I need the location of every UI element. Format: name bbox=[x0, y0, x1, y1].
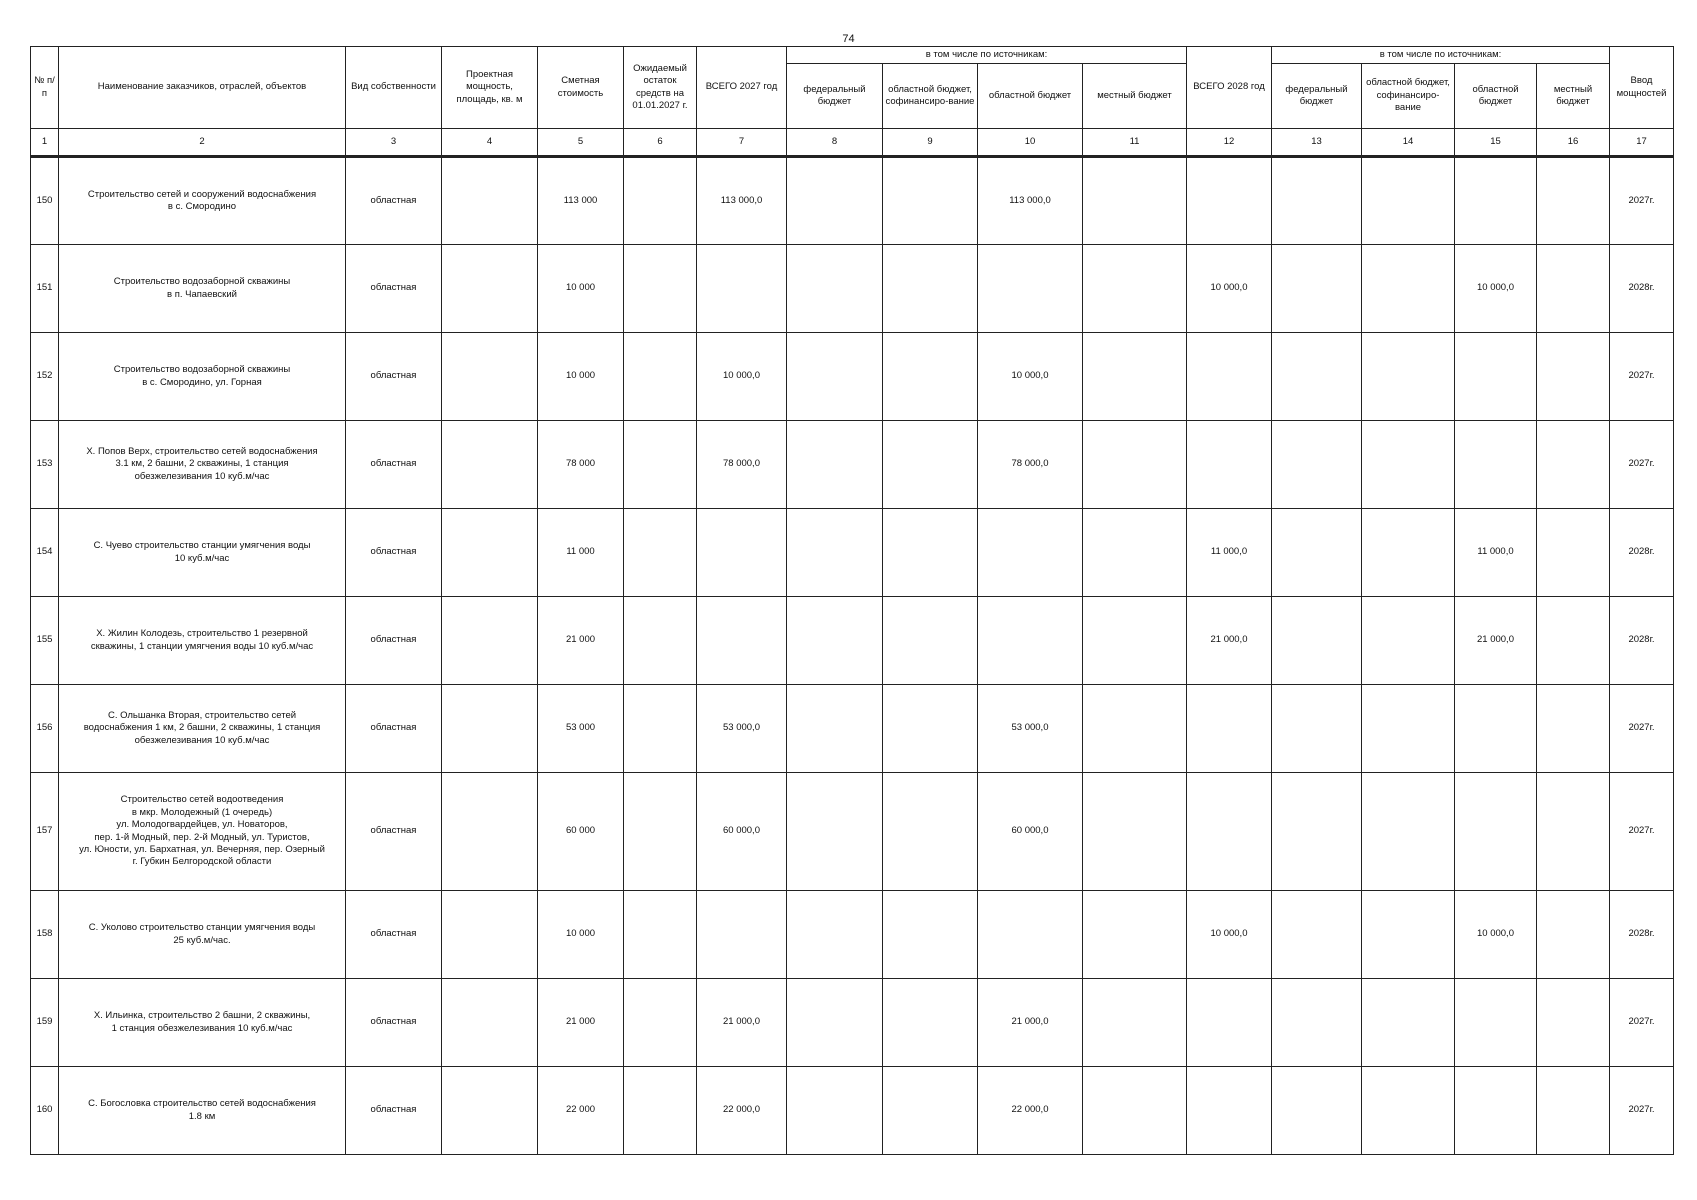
local-2028 bbox=[1537, 979, 1610, 1067]
project-capacity bbox=[442, 509, 538, 597]
object-name bbox=[59, 979, 346, 1067]
table-row bbox=[31, 421, 1674, 509]
column-number: 13 bbox=[1272, 129, 1362, 157]
table-row bbox=[31, 509, 1674, 597]
header-name: Наименование заказчиков, отраслей, объектов bbox=[59, 47, 346, 129]
object-name bbox=[59, 685, 346, 773]
oblast-2027 bbox=[978, 891, 1083, 979]
federal-2027 bbox=[787, 157, 883, 245]
oblast-2027: 113 000,0 bbox=[978, 157, 1083, 245]
expected-balance bbox=[624, 979, 697, 1067]
header-oblast-cofin-2028: областной бюджет, софинансиро-вание bbox=[1362, 64, 1455, 129]
estimated-cost: 113 000 bbox=[538, 157, 624, 245]
table-row bbox=[31, 333, 1674, 421]
expected-balance bbox=[624, 245, 697, 333]
federal-2027 bbox=[787, 333, 883, 421]
oblast-2028: 10 000,0 bbox=[1455, 245, 1537, 333]
header-number: № п/п bbox=[31, 47, 59, 129]
federal-2027 bbox=[787, 245, 883, 333]
object-name bbox=[59, 157, 346, 245]
row-number: 153 bbox=[31, 421, 59, 509]
oblast-cofin-2027 bbox=[883, 421, 978, 509]
total-2028: 21 000,0 bbox=[1187, 597, 1272, 685]
object-name-line: водоснабжения 1 км, 2 башни, 2 скважины, 1 станция bbox=[83, 722, 321, 734]
federal-2028 bbox=[1272, 421, 1362, 509]
project-capacity bbox=[442, 979, 538, 1067]
local-2027 bbox=[1083, 157, 1187, 245]
local-2028 bbox=[1537, 773, 1610, 891]
estimated-cost: 10 000 bbox=[538, 245, 624, 333]
object-name-line: Х. Ильинка, строительство 2 башни, 2 скважины, bbox=[93, 1010, 311, 1022]
object-name-line: в с. Смородино, ул. Горная bbox=[142, 376, 262, 388]
federal-2028 bbox=[1272, 685, 1362, 773]
object-name-line: пер. 1-й Модный, пер. 2-й Модный, ул. Туристов, bbox=[94, 831, 310, 843]
total-2027: 78 000,0 bbox=[697, 421, 787, 509]
oblast-cofin-2028 bbox=[1362, 773, 1455, 891]
total-2027: 10 000,0 bbox=[697, 333, 787, 421]
object-name-line: С. Уколово строительство станции умягчения воды bbox=[88, 922, 316, 934]
object-name-line: Строительство сетей и сооружений водоснабжения bbox=[87, 188, 317, 200]
local-2027 bbox=[1083, 509, 1187, 597]
total-2028 bbox=[1187, 979, 1272, 1067]
oblast-cofin-2028 bbox=[1362, 685, 1455, 773]
ownership-type: областная bbox=[346, 157, 442, 245]
ownership-type: областная bbox=[346, 979, 442, 1067]
oblast-2028 bbox=[1455, 421, 1537, 509]
row-number: 159 bbox=[31, 979, 59, 1067]
column-number: 5 bbox=[538, 129, 624, 157]
ownership-type: областная bbox=[346, 685, 442, 773]
table-row bbox=[31, 1067, 1674, 1155]
ownership-type: областная bbox=[346, 891, 442, 979]
oblast-2027: 78 000,0 bbox=[978, 421, 1083, 509]
local-2028 bbox=[1537, 509, 1610, 597]
table-header bbox=[31, 47, 1674, 157]
commissioning-year: 2027г. bbox=[1610, 1067, 1674, 1155]
row-number: 158 bbox=[31, 891, 59, 979]
ownership-type: областная bbox=[346, 773, 442, 891]
header-federal-2028: федеральный бюджет bbox=[1272, 64, 1362, 129]
project-capacity bbox=[442, 597, 538, 685]
column-number: 16 bbox=[1537, 129, 1610, 157]
table-row bbox=[31, 773, 1674, 891]
header-commissioning: Ввод мощностей bbox=[1610, 47, 1674, 129]
estimated-cost: 11 000 bbox=[538, 509, 624, 597]
total-2028: 11 000,0 bbox=[1187, 509, 1272, 597]
federal-2028 bbox=[1272, 773, 1362, 891]
total-2028 bbox=[1187, 773, 1272, 891]
federal-2027 bbox=[787, 979, 883, 1067]
row-number: 152 bbox=[31, 333, 59, 421]
expected-balance bbox=[624, 1067, 697, 1155]
local-2028 bbox=[1537, 597, 1610, 685]
oblast-2028 bbox=[1455, 157, 1537, 245]
total-2027 bbox=[697, 891, 787, 979]
local-2027 bbox=[1083, 773, 1187, 891]
estimated-cost: 21 000 bbox=[538, 979, 624, 1067]
local-2027 bbox=[1083, 979, 1187, 1067]
object-name-line: 10 куб.м/час bbox=[174, 552, 230, 564]
oblast-2028 bbox=[1455, 773, 1537, 891]
project-capacity bbox=[442, 685, 538, 773]
column-number: 12 bbox=[1187, 129, 1272, 157]
project-capacity bbox=[442, 891, 538, 979]
column-numbers-row bbox=[31, 129, 1674, 157]
header-federal-2027: федеральный бюджет bbox=[787, 64, 883, 129]
object-name-line: Строительство водозаборной скважины bbox=[113, 364, 291, 376]
header-total-2028: ВСЕГО 2028 год bbox=[1187, 47, 1272, 129]
oblast-2027 bbox=[978, 597, 1083, 685]
total-2027 bbox=[697, 509, 787, 597]
expected-balance bbox=[624, 685, 697, 773]
total-2027 bbox=[697, 597, 787, 685]
header-local-2028: местный бюджет bbox=[1537, 64, 1610, 129]
expected-balance bbox=[624, 157, 697, 245]
column-number: 7 bbox=[697, 129, 787, 157]
row-number: 150 bbox=[31, 157, 59, 245]
oblast-cofin-2027 bbox=[883, 509, 978, 597]
oblast-cofin-2028 bbox=[1362, 157, 1455, 245]
column-number: 14 bbox=[1362, 129, 1455, 157]
local-2028 bbox=[1537, 157, 1610, 245]
total-2027 bbox=[697, 245, 787, 333]
expected-balance bbox=[624, 597, 697, 685]
header-expected-balance: Ожидаемый остаток средств на 01.01.2027 г. bbox=[624, 47, 697, 129]
header-total-2027: ВСЕГО 2027 год bbox=[697, 47, 787, 129]
oblast-cofin-2028 bbox=[1362, 333, 1455, 421]
commissioning-year: 2027г. bbox=[1610, 685, 1674, 773]
oblast-cofin-2028 bbox=[1362, 421, 1455, 509]
table-row bbox=[31, 157, 1674, 245]
oblast-cofin-2027 bbox=[883, 773, 978, 891]
local-2027 bbox=[1083, 685, 1187, 773]
column-number: 10 bbox=[978, 129, 1083, 157]
header-oblast-2027: областной бюджет bbox=[978, 64, 1083, 129]
object-name bbox=[59, 597, 346, 685]
oblast-2027: 22 000,0 bbox=[978, 1067, 1083, 1155]
object-name-line: Строительство сетей водоотведения bbox=[120, 794, 284, 806]
object-name bbox=[59, 891, 346, 979]
table-row bbox=[31, 891, 1674, 979]
commissioning-year: 2028г. bbox=[1610, 509, 1674, 597]
ownership-type: областная bbox=[346, 333, 442, 421]
header-capacity: Проектная мощность, площадь, кв. м bbox=[442, 47, 538, 129]
expected-balance bbox=[624, 509, 697, 597]
investment-table bbox=[30, 46, 1674, 1155]
commissioning-year: 2027г. bbox=[1610, 333, 1674, 421]
oblast-cofin-2028 bbox=[1362, 1067, 1455, 1155]
header-group-2027: в том числе по источникам: bbox=[787, 47, 1187, 64]
oblast-cofin-2028 bbox=[1362, 509, 1455, 597]
oblast-2028 bbox=[1455, 333, 1537, 421]
object-name-line: 3.1 км, 2 башни, 2 скважины, 1 станция bbox=[115, 458, 289, 470]
expected-balance bbox=[624, 891, 697, 979]
total-2028 bbox=[1187, 1067, 1272, 1155]
commissioning-year: 2027г. bbox=[1610, 157, 1674, 245]
row-number: 151 bbox=[31, 245, 59, 333]
expected-balance bbox=[624, 333, 697, 421]
total-2027: 22 000,0 bbox=[697, 1067, 787, 1155]
table-row bbox=[31, 979, 1674, 1067]
object-name-line: скважины, 1 станции умягчения воды 10 куб.м/час bbox=[90, 640, 314, 652]
commissioning-year: 2028г. bbox=[1610, 891, 1674, 979]
project-capacity bbox=[442, 157, 538, 245]
total-2027: 53 000,0 bbox=[697, 685, 787, 773]
oblast-cofin-2028 bbox=[1362, 597, 1455, 685]
local-2028 bbox=[1537, 685, 1610, 773]
column-number: 9 bbox=[883, 129, 978, 157]
header-estimated-cost: Сметная стоимость bbox=[538, 47, 624, 129]
oblast-cofin-2027 bbox=[883, 979, 978, 1067]
header-local-2027: местный бюджет bbox=[1083, 64, 1187, 129]
object-name-line: С. Богословка строительство сетей водоснабжения bbox=[88, 1098, 316, 1110]
object-name-line: в п. Чапаевский bbox=[167, 288, 237, 300]
oblast-cofin-2027 bbox=[883, 1067, 978, 1155]
object-name-line: 1 станция обезжелезивания 10 куб.м/час bbox=[111, 1022, 293, 1034]
total-2028 bbox=[1187, 685, 1272, 773]
row-number: 154 bbox=[31, 509, 59, 597]
object-name-line: С. Ольшанка Вторая, строительство сетей bbox=[107, 709, 297, 721]
commissioning-year: 2028г. bbox=[1610, 245, 1674, 333]
page-number: 74 bbox=[842, 33, 855, 45]
federal-2028 bbox=[1272, 333, 1362, 421]
federal-2027 bbox=[787, 509, 883, 597]
oblast-cofin-2027 bbox=[883, 245, 978, 333]
total-2028 bbox=[1187, 421, 1272, 509]
commissioning-year: 2027г. bbox=[1610, 773, 1674, 891]
table-row bbox=[31, 245, 1674, 333]
federal-2028 bbox=[1272, 245, 1362, 333]
object-name-line: 25 куб.м/час. bbox=[173, 934, 231, 946]
total-2028: 10 000,0 bbox=[1187, 891, 1272, 979]
federal-2028 bbox=[1272, 891, 1362, 979]
total-2027: 21 000,0 bbox=[697, 979, 787, 1067]
federal-2027 bbox=[787, 597, 883, 685]
column-number: 1 bbox=[31, 129, 59, 157]
table-row bbox=[31, 597, 1674, 685]
object-name-line: Строительство водозаборной скважины bbox=[113, 276, 291, 288]
estimated-cost: 21 000 bbox=[538, 597, 624, 685]
ownership-type: областная bbox=[346, 421, 442, 509]
federal-2027 bbox=[787, 685, 883, 773]
local-2027 bbox=[1083, 891, 1187, 979]
oblast-2028 bbox=[1455, 979, 1537, 1067]
row-number: 160 bbox=[31, 1067, 59, 1155]
oblast-2028 bbox=[1455, 1067, 1537, 1155]
estimated-cost: 10 000 bbox=[538, 333, 624, 421]
federal-2028 bbox=[1272, 979, 1362, 1067]
oblast-cofin-2027 bbox=[883, 685, 978, 773]
object-name-line: Х. Попов Верх, строительство сетей водоснабжения bbox=[86, 445, 318, 457]
project-capacity bbox=[442, 1067, 538, 1155]
commissioning-year: 2027г. bbox=[1610, 979, 1674, 1067]
object-name bbox=[59, 1067, 346, 1155]
local-2028 bbox=[1537, 333, 1610, 421]
estimated-cost: 10 000 bbox=[538, 891, 624, 979]
project-capacity bbox=[442, 245, 538, 333]
table-row bbox=[31, 685, 1674, 773]
table-body bbox=[31, 157, 1674, 1155]
oblast-2027: 53 000,0 bbox=[978, 685, 1083, 773]
federal-2028 bbox=[1272, 509, 1362, 597]
local-2028 bbox=[1537, 245, 1610, 333]
project-capacity bbox=[442, 333, 538, 421]
header-oblast-2028: областной бюджет bbox=[1455, 64, 1537, 129]
oblast-cofin-2027 bbox=[883, 157, 978, 245]
local-2027 bbox=[1083, 245, 1187, 333]
column-number: 8 bbox=[787, 129, 883, 157]
object-name-line: С. Чуево строительство станции умягчения воды bbox=[93, 540, 311, 552]
ownership-type: областная bbox=[346, 597, 442, 685]
object-name bbox=[59, 245, 346, 333]
object-name-line: ул. Молодогвардейцев, ул. Новаторов, bbox=[116, 819, 288, 831]
expected-balance bbox=[624, 421, 697, 509]
oblast-cofin-2027 bbox=[883, 597, 978, 685]
federal-2027 bbox=[787, 1067, 883, 1155]
total-2027: 113 000,0 bbox=[697, 157, 787, 245]
row-number: 155 bbox=[31, 597, 59, 685]
oblast-cofin-2027 bbox=[883, 333, 978, 421]
header-oblast-cofin-2027: областной бюджет, софинансиро-вание bbox=[883, 64, 978, 129]
ownership-type: областная bbox=[346, 245, 442, 333]
column-number: 11 bbox=[1083, 129, 1187, 157]
commissioning-year: 2027г. bbox=[1610, 421, 1674, 509]
local-2027 bbox=[1083, 1067, 1187, 1155]
federal-2028 bbox=[1272, 157, 1362, 245]
local-2028 bbox=[1537, 1067, 1610, 1155]
oblast-2027: 21 000,0 bbox=[978, 979, 1083, 1067]
oblast-2027 bbox=[978, 245, 1083, 333]
object-name-line: обезжелезивания 10 куб.м/час bbox=[134, 734, 270, 746]
column-number: 6 bbox=[624, 129, 697, 157]
object-name bbox=[59, 421, 346, 509]
object-name-line: 1.8 км bbox=[188, 1110, 216, 1122]
header-group-2028: в том числе по источникам: bbox=[1272, 47, 1610, 64]
column-number: 3 bbox=[346, 129, 442, 157]
local-2027 bbox=[1083, 597, 1187, 685]
oblast-2028: 21 000,0 bbox=[1455, 597, 1537, 685]
federal-2028 bbox=[1272, 1067, 1362, 1155]
total-2028: 10 000,0 bbox=[1187, 245, 1272, 333]
local-2028 bbox=[1537, 421, 1610, 509]
object-name-line: в с. Смородино bbox=[167, 201, 237, 212]
column-number: 17 bbox=[1610, 129, 1674, 157]
oblast-2028: 10 000,0 bbox=[1455, 891, 1537, 979]
local-2027 bbox=[1083, 421, 1187, 509]
column-number: 2 bbox=[59, 129, 346, 157]
object-name bbox=[59, 773, 346, 891]
row-number: 156 bbox=[31, 685, 59, 773]
project-capacity bbox=[442, 773, 538, 891]
oblast-cofin-2028 bbox=[1362, 979, 1455, 1067]
oblast-cofin-2027 bbox=[883, 891, 978, 979]
oblast-2028 bbox=[1455, 685, 1537, 773]
object-name bbox=[59, 333, 346, 421]
row-number: 157 bbox=[31, 773, 59, 891]
estimated-cost: 78 000 bbox=[538, 421, 624, 509]
oblast-cofin-2028 bbox=[1362, 891, 1455, 979]
federal-2027 bbox=[787, 421, 883, 509]
header-ownership: Вид собственности bbox=[346, 47, 442, 129]
oblast-cofin-2028 bbox=[1362, 245, 1455, 333]
object-name bbox=[59, 509, 346, 597]
object-name-line: ул. Юности, ул. Бархатная, ул. Вечерняя, пер. Озерный bbox=[79, 843, 325, 855]
object-name-line: в мкр. Молодежный (1 очередь) bbox=[131, 806, 273, 818]
ownership-type: областная bbox=[346, 1067, 442, 1155]
total-2027: 60 000,0 bbox=[697, 773, 787, 891]
oblast-2027 bbox=[978, 509, 1083, 597]
ownership-type: областная bbox=[346, 509, 442, 597]
expected-balance bbox=[624, 773, 697, 891]
object-name-line: г. Губкин Белгородской области bbox=[132, 856, 272, 868]
total-2028 bbox=[1187, 157, 1272, 245]
commissioning-year: 2028г. bbox=[1610, 597, 1674, 685]
object-name-line: обезжелезивания 10 куб.м/час bbox=[134, 470, 270, 482]
oblast-2027: 10 000,0 bbox=[978, 333, 1083, 421]
federal-2028 bbox=[1272, 597, 1362, 685]
estimated-cost: 53 000 bbox=[538, 685, 624, 773]
federal-2027 bbox=[787, 773, 883, 891]
column-number: 4 bbox=[442, 129, 538, 157]
federal-2027 bbox=[787, 891, 883, 979]
estimated-cost: 22 000 bbox=[538, 1067, 624, 1155]
oblast-2028: 11 000,0 bbox=[1455, 509, 1537, 597]
local-2027 bbox=[1083, 333, 1187, 421]
project-capacity bbox=[442, 421, 538, 509]
object-name-line: Х. Жилин Колодезь, строительство 1 резервной bbox=[96, 628, 308, 640]
column-number: 15 bbox=[1455, 129, 1537, 157]
estimated-cost: 60 000 bbox=[538, 773, 624, 891]
total-2028 bbox=[1187, 333, 1272, 421]
oblast-2027: 60 000,0 bbox=[978, 773, 1083, 891]
local-2028 bbox=[1537, 891, 1610, 979]
